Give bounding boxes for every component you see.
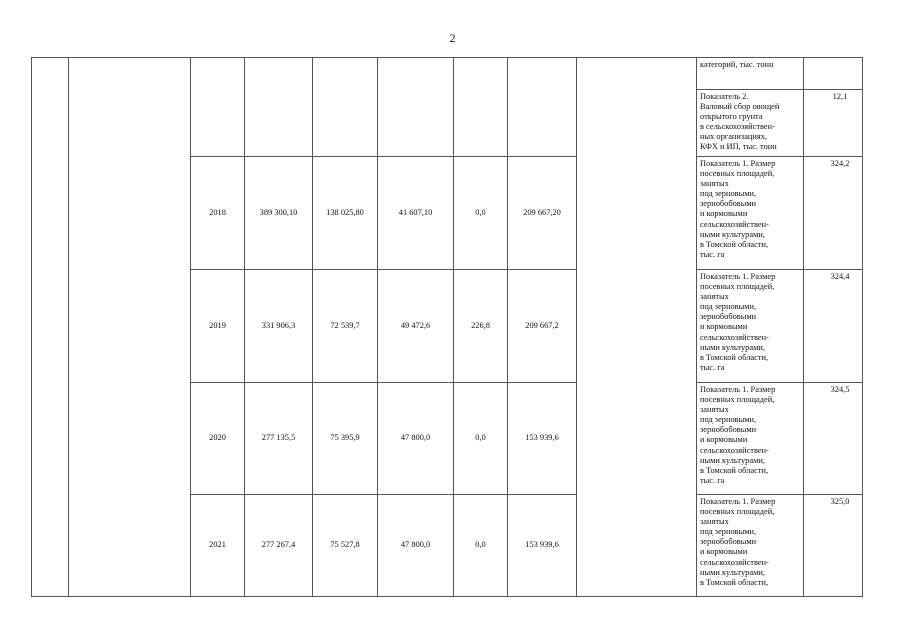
- table-cell: [454, 58, 508, 157]
- amount-cell: 0,0: [454, 383, 508, 495]
- total-amount-cell: 389 300,10: [245, 157, 313, 270]
- table-cell: [245, 58, 313, 157]
- table-cell: [69, 58, 191, 597]
- table-row: [32, 58, 863, 90]
- page-number: 2: [449, 31, 456, 45]
- table-cell: [508, 58, 577, 157]
- indicator-text: Валовый сбор овощей: [700, 102, 780, 112]
- indicator-text: Показатель 1. Размер: [700, 272, 776, 281]
- indicator-text: открытого грунта: [700, 112, 763, 122]
- total-amount-cell: 277 267,4: [245, 495, 313, 597]
- indicator-value: 12,1: [804, 90, 863, 157]
- indicator-text: сельскохозяйствен-: [700, 445, 769, 455]
- amount-cell: 75 527,8: [313, 495, 378, 597]
- amount-cell: 0,0: [454, 495, 508, 597]
- indicator-cell: [697, 270, 804, 383]
- indicator-cell: [697, 58, 804, 90]
- indicator-text: тыс. га: [700, 249, 725, 259]
- indicator-text: в Томской области,: [700, 577, 769, 587]
- indicator-text: ными культурами,: [700, 342, 765, 352]
- indicator-text: КФХ и ИП, тыс. тонн: [700, 142, 777, 152]
- indicator-text: ными культурами,: [700, 229, 765, 239]
- indicator-text: тыс. га: [700, 362, 725, 372]
- total-amount-cell: 331 906,3: [245, 270, 313, 383]
- indicator-text: сельскохозяйствен-: [700, 219, 769, 229]
- indicator-text: зернобобовыми: [700, 537, 757, 547]
- amount-cell: 153 939,6: [508, 383, 577, 495]
- amount-cell: 138 025,80: [313, 157, 378, 270]
- table-cell: [313, 58, 378, 157]
- indicator-text: зернобобовыми: [700, 425, 757, 435]
- indicator-text: под зерновыми,: [700, 302, 757, 312]
- indicator-text: ных организациях,: [700, 132, 768, 142]
- indicator-text: посевных площадей,: [700, 395, 775, 405]
- indicator-text: Показатель 1. Размер: [700, 159, 776, 168]
- amount-cell: 209 667,2: [508, 270, 577, 383]
- indicator-text: категорий, тыс. тонн: [700, 60, 774, 69]
- indicator-value: 324,4: [804, 270, 863, 383]
- indicator-text: и кормовыми: [700, 435, 748, 445]
- indicator-cell: [697, 383, 804, 495]
- indicator-value: 324,5: [804, 383, 863, 495]
- indicator-value: 325,0: [804, 495, 863, 597]
- indicator-value: 324,2: [804, 157, 863, 270]
- indicator-text: ными культурами,: [700, 567, 765, 577]
- amount-cell: 41 607,10: [378, 157, 454, 270]
- indicator-text: в Томской области,: [700, 352, 769, 362]
- indicator-text: занятых: [700, 405, 729, 415]
- indicator-text: под зерновыми,: [700, 415, 757, 425]
- indicator-text: занятых: [700, 292, 729, 302]
- year-cell: 2019: [191, 270, 245, 383]
- indicator-text: занятых: [700, 517, 729, 527]
- amount-cell: 226,8: [454, 270, 508, 383]
- indicator-cell: [697, 157, 804, 270]
- year-cell: 2020: [191, 383, 245, 495]
- year-cell: 2018: [191, 157, 245, 270]
- table-cell: [378, 58, 454, 157]
- indicator-text: сельскохозяйствен-: [700, 557, 769, 567]
- indicator-text: занятых: [700, 179, 729, 189]
- indicator-text: ными культурами,: [700, 455, 765, 465]
- amount-cell: 47 800,0: [378, 383, 454, 495]
- indicator-text: посевных площадей,: [700, 507, 775, 517]
- indicator-value: [804, 58, 863, 90]
- indicator-text: зернобобовыми: [700, 199, 757, 209]
- indicator-text: сельскохозяйствен-: [700, 332, 769, 342]
- amount-cell: 72 539,7: [313, 270, 378, 383]
- indicator-text: Показатель 1. Размер: [700, 385, 776, 394]
- indicator-text: зернобобовыми: [700, 312, 757, 322]
- amount-cell: 47 800,0: [378, 495, 454, 597]
- year-cell: 2021: [191, 495, 245, 597]
- amount-cell: 153 939,6: [508, 495, 577, 597]
- amount-cell: 0,0: [454, 157, 508, 270]
- indicator-text: в Томской области,: [700, 239, 769, 249]
- amount-cell: 209 667,20: [508, 157, 577, 270]
- indicator-cell: [697, 90, 804, 157]
- amount-cell: 49 472,6: [378, 270, 454, 383]
- amount-cell: 75 395,9: [313, 383, 378, 495]
- table-cell: [32, 58, 69, 597]
- indicator-text: в Томской области,: [700, 465, 769, 475]
- indicator-text: в сельскохозяйствен-: [700, 122, 775, 132]
- indicator-text: Показатель 2.: [700, 92, 749, 101]
- table-cell: [577, 58, 697, 597]
- indicator-cell: [697, 495, 804, 597]
- indicator-text: под зерновыми,: [700, 189, 757, 199]
- indicator-text: и кормовыми: [700, 547, 748, 557]
- table-cell: [191, 58, 245, 157]
- indicator-text: и кормовыми: [700, 322, 748, 332]
- total-amount-cell: 277 135,5: [245, 383, 313, 495]
- budget-indicator-table: [31, 57, 863, 597]
- indicator-text: посевных площадей,: [700, 282, 775, 292]
- indicator-text: тыс. га: [700, 475, 725, 485]
- indicator-text: Показатель 1. Размер: [700, 497, 776, 506]
- indicator-text: под зерновыми,: [700, 527, 757, 537]
- indicator-text: и кормовыми: [700, 209, 748, 219]
- indicator-text: посевных площадей,: [700, 169, 775, 179]
